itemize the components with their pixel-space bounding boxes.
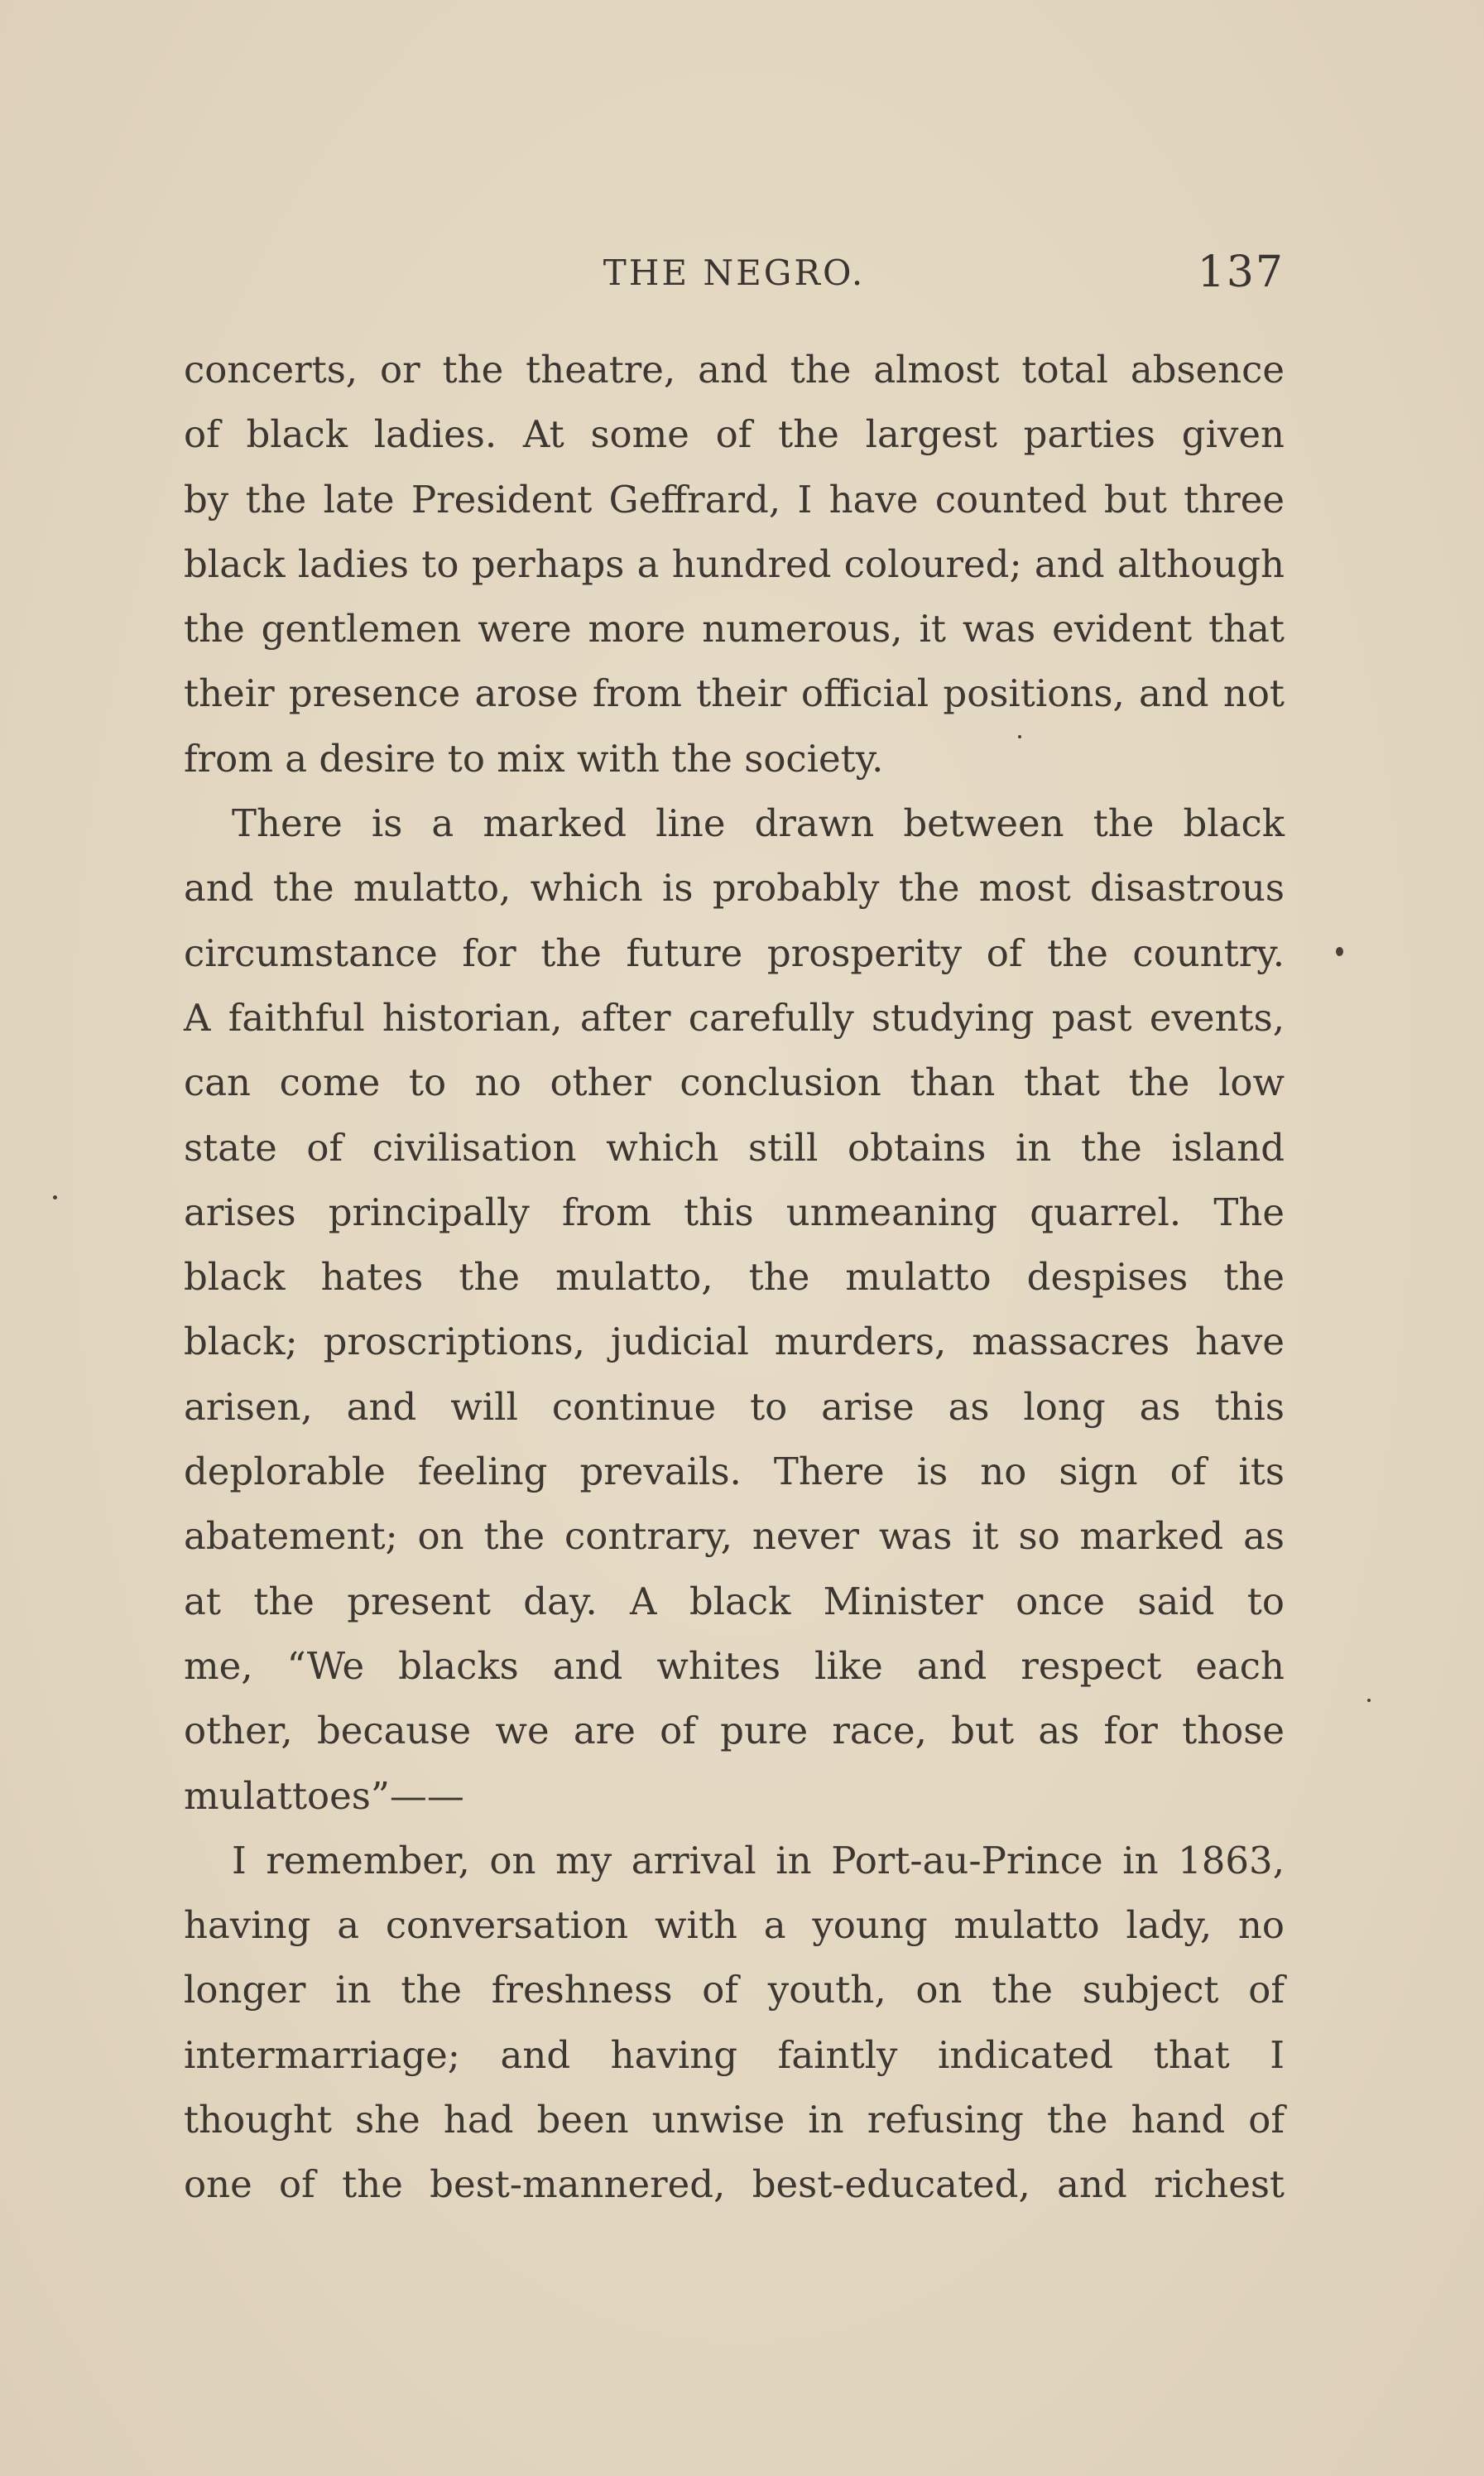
text-line: intermarriage; and having faintly indicated that I bbox=[184, 2032, 1285, 2077]
text-line: There is a marked line drawn between the black bbox=[232, 801, 1285, 846]
paper-speck bbox=[1367, 1699, 1371, 1702]
paragraph-3 bbox=[184, 1829, 1285, 2218]
text-line: state of civilisation which still obtains in the island bbox=[184, 1125, 1285, 1170]
body-text bbox=[184, 338, 1285, 2218]
text-line: by the late President Geffrard, I have counted but three bbox=[184, 477, 1285, 522]
text-line: can come to no other conclusion than that the low bbox=[184, 1060, 1285, 1105]
paper-speck bbox=[1336, 947, 1343, 956]
text-line: I remember, on my arrival in Port-au-Prince in 1863, bbox=[232, 1838, 1285, 1882]
text-line: arises principally from this unmeaning quarrel. The bbox=[184, 1190, 1285, 1234]
text-line: me, “We blacks and whites like and respect each bbox=[184, 1643, 1285, 1688]
page-header bbox=[184, 248, 1285, 302]
text-line: other, because we are of pure race, but as for those bbox=[184, 1709, 1285, 1753]
text-line: having a conversation with a young mulatto lady, no bbox=[184, 1903, 1285, 1948]
text-line: one of the best-mannered, best-educated, and richest bbox=[184, 2162, 1285, 2207]
text-line: from a desire to mix with the society. bbox=[184, 736, 884, 781]
text-line: A faithful historian, after carefully studying past events, bbox=[184, 995, 1285, 1040]
text-line: mulattoes”—— bbox=[184, 1773, 464, 1818]
text-line: the gentlemen were more numerous, it was evident that bbox=[184, 607, 1285, 651]
text-line: black; proscriptions, judicial murders, massacres have bbox=[184, 1320, 1285, 1364]
paper-speck bbox=[53, 1195, 57, 1200]
text-line: longer in the freshness of youth, on the subject of bbox=[184, 1968, 1285, 2012]
text-line: at the present day. A black Minister once said to bbox=[184, 1579, 1285, 1623]
text-line: and the mulatto, which is probably the most disastrous bbox=[184, 866, 1285, 911]
text-line: abatement; on the contrary, never was it so marked as bbox=[184, 1514, 1285, 1559]
text-line: arisen, and will continue to arise as long as this bbox=[184, 1384, 1285, 1429]
page-number: 137 bbox=[1197, 248, 1285, 297]
text-line: black hates the mulatto, the mulatto despises the bbox=[184, 1255, 1285, 1300]
running-title: THE NEGRO. bbox=[603, 252, 866, 293]
text-line: concerts, or the theatre, and the almost total absence bbox=[184, 348, 1285, 392]
text-line: their presence arose from their official positions, and not bbox=[184, 671, 1285, 716]
text-line: deplorable feeling prevails. There is no sign of its bbox=[184, 1450, 1285, 1494]
text-line: thought she had been unwise in refusing the hand of bbox=[184, 2098, 1285, 2142]
paragraph-1 bbox=[184, 338, 1285, 791]
paper-speck bbox=[1018, 735, 1021, 738]
text-line: of black ladies. At some of the largest parties given bbox=[184, 412, 1285, 457]
text-line: black ladies to perhaps a hundred coloured; and although bbox=[184, 541, 1285, 586]
text-line: circumstance for the future prosperity of the country. bbox=[184, 930, 1285, 975]
paragraph-2 bbox=[184, 791, 1285, 1829]
